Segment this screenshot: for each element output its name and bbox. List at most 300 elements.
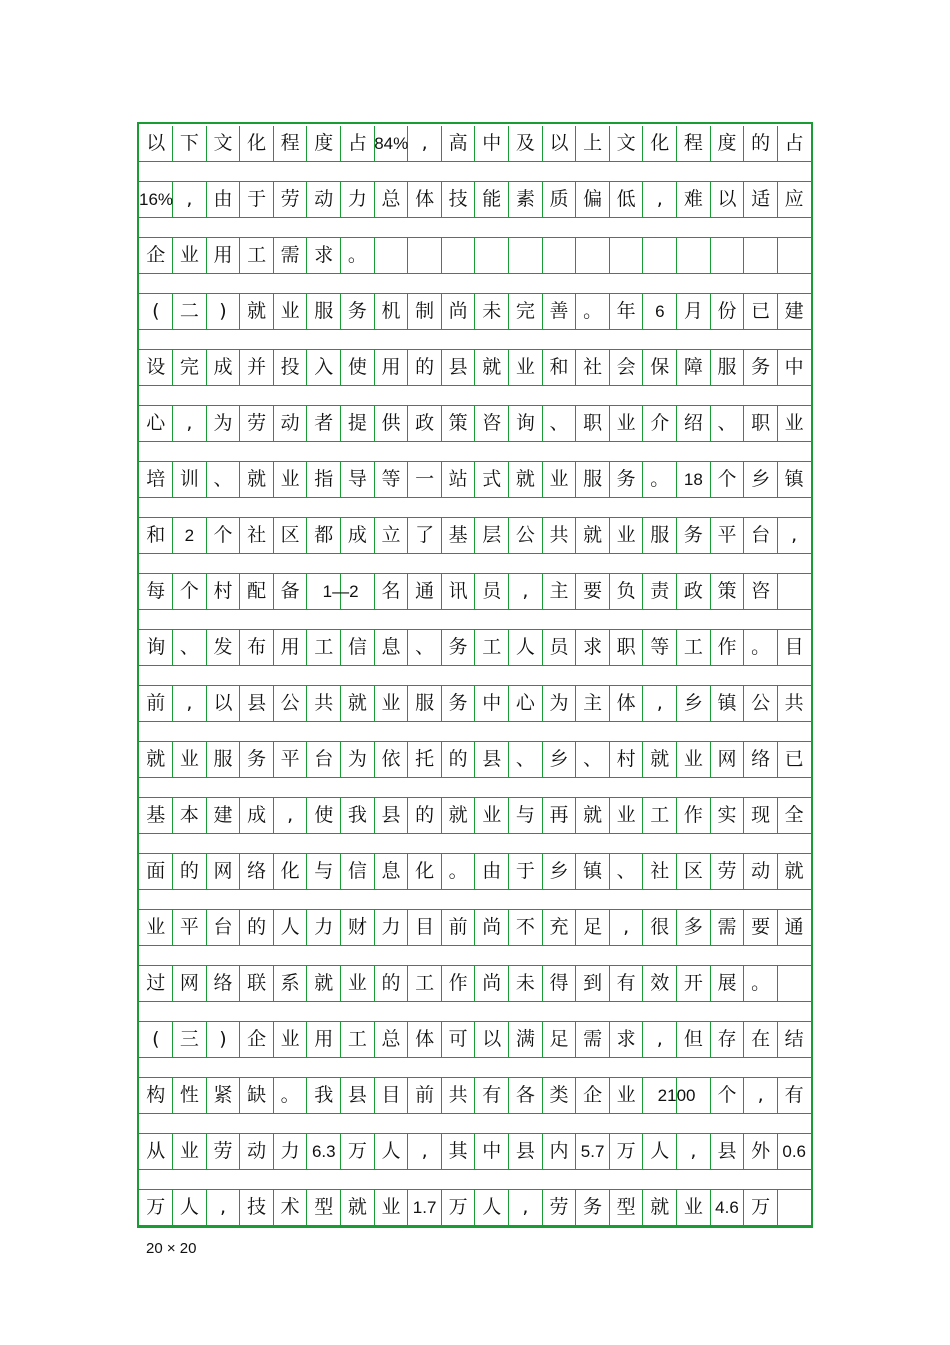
grid-character: , [522,1196,529,1218]
row-spacer [139,722,811,742]
grid-character: 中 [482,1140,502,1162]
grid-character: , [421,1140,428,1162]
grid-character: 及 [515,132,535,154]
row-spacer [139,442,811,462]
grid-character: 动 [314,188,334,210]
grid-character: 使 [347,356,367,378]
grid-character: 但 [683,1028,703,1050]
grid-character: 到 [583,972,603,994]
grid-character: 信 [347,636,367,658]
row-spacer [139,1170,811,1190]
grid-character: 工 [415,972,435,994]
grid-character: 体 [415,188,435,210]
grid-character: 占 [347,132,367,154]
grid-character: 依 [381,748,401,770]
grid-character: 前 [448,916,468,938]
grid-row [139,798,811,834]
grid-character: 就 [146,748,166,770]
grid-character: 体 [616,692,636,714]
grid-character: 务 [247,748,267,770]
grid-character: 个 [717,1084,737,1106]
grid-character: 共 [448,1084,468,1106]
grid-character: 力 [280,1140,300,1162]
grid-character: 由 [213,188,233,210]
grid-character: , [623,916,630,938]
grid-character: 企 [146,244,166,266]
grid-character: 需 [717,916,737,938]
grid-character: 的 [381,972,401,994]
grid-character: 化 [247,132,267,154]
grid-character: 万 [448,1196,468,1218]
grid-character: 技 [247,1196,267,1218]
grid-cell [408,238,442,273]
grid-row [139,574,811,610]
grid-character: 就 [247,468,267,490]
grid-character: 乡 [683,692,703,714]
grid-character: 、 [515,748,535,770]
grid-character: 台 [213,916,233,938]
grid-character: 于 [247,188,267,210]
grid-character: 主 [583,692,603,714]
grid-character: 员 [549,636,569,658]
grid-character: 平 [280,748,300,770]
grid-character: 网 [179,972,199,994]
grid-character: 有 [784,1084,804,1106]
grid-character: 托 [415,748,435,770]
grid-character: 2100 [657,1086,696,1105]
grid-character: 以 [213,692,233,714]
grid-character: 的 [179,860,199,882]
grid-character: 下 [179,132,199,154]
grid-character: 就 [650,748,670,770]
grid-character: 18 [683,470,703,489]
grid-character: 以 [482,1028,502,1050]
grid-character: 二 [179,300,199,322]
grid-character: 乡 [549,748,569,770]
grid-character: 站 [448,468,468,490]
grid-character: 等 [650,636,670,658]
grid-character: 和 [549,356,569,378]
grid-character: 于 [515,860,535,882]
grid-character: 务 [616,468,636,490]
grid-character: 、 [549,412,569,434]
grid-character: 训 [179,468,199,490]
grid-character: 村 [616,748,636,770]
grid-character: 服 [717,356,737,378]
grid-character: 化 [415,860,435,882]
grid-character: 在 [751,1028,771,1050]
grid-character: 1.7 [412,1198,437,1217]
grid-character: 份 [717,300,737,322]
grid-character: 效 [650,972,670,994]
grid-cell [475,238,509,273]
grid-character: 都 [314,524,334,546]
grid-size-label: 20 × 20 [146,1240,197,1257]
grid-character: 立 [381,524,401,546]
grid-character: 服 [650,524,670,546]
grid-character: 5.7 [580,1142,605,1161]
grid-cell [710,238,744,273]
grid-character: 万 [146,1196,166,1218]
grid-cell [777,966,811,1001]
grid-character: 度 [314,132,334,154]
grid-row [139,1134,811,1170]
grid-character: 力 [314,916,334,938]
grid-character: 动 [280,412,300,434]
grid-character: , [656,692,663,714]
grid-character: 作 [448,972,468,994]
grid-character: ) [219,300,227,322]
grid-character: 上 [583,132,603,154]
grid-character: 就 [314,972,334,994]
grid-character: 多 [683,916,703,938]
grid-character: 、 [213,468,233,490]
row-spacer [139,946,811,966]
grid-character: , [219,1196,226,1218]
grid-character: 月 [683,300,703,322]
grid-character: 业 [381,1196,401,1218]
grid-character: 求 [314,244,334,266]
row-spacer [139,218,811,238]
grid-character: 万 [616,1140,636,1162]
grid-character: 业 [616,524,636,546]
grid-character: 业 [179,748,199,770]
grid-character: 业 [616,412,636,434]
row-spacer [139,1114,811,1134]
grid-character: , [757,1084,764,1106]
grid-character: 术 [280,1196,300,1218]
grid-row [139,1078,811,1114]
grid-character: 策 [717,580,737,602]
grid-character: 中 [482,692,502,714]
grid-character: 的 [415,804,435,826]
grid-character: 联 [247,972,267,994]
grid-character: 、 [415,636,435,658]
grid-character: 就 [482,356,502,378]
grid-character: 络 [213,972,233,994]
grid-character: 、 [583,748,603,770]
grid-character: 个 [213,524,233,546]
grid-row [139,630,811,666]
grid-character: 0.6 [782,1142,806,1161]
grid-character: 职 [583,412,603,434]
grid-character: 需 [280,244,300,266]
row-spacer [139,330,811,350]
grid-character: 员 [482,580,502,602]
grid-character: 结 [784,1028,804,1050]
grid-character: 劳 [213,1140,233,1162]
grid-character: 劳 [717,860,737,882]
grid-character: 者 [314,412,334,434]
grid-row [139,406,811,442]
grid-character: 询 [515,412,535,434]
grid-character: 技 [448,188,468,210]
grid-character: 务 [583,1196,603,1218]
row-spacer [139,778,811,798]
grid-character: 主 [549,580,569,602]
grid-character: 业 [381,692,401,714]
grid-character: 型 [616,1196,636,1218]
grid-character: 备 [280,580,300,602]
grid-character: 共 [314,692,334,714]
grid-character: ( [152,300,160,322]
grid-character: 未 [515,972,535,994]
row-spacer [139,386,811,406]
grid-character: 缺 [247,1084,267,1106]
grid-character: 职 [751,412,771,434]
grid-character: 企 [583,1084,603,1106]
grid-character: 障 [683,356,703,378]
grid-character: 6 [655,302,665,321]
row-spacer [139,162,811,182]
row-spacer [139,890,811,910]
grid-character: 成 [347,524,367,546]
grid-character: 人 [280,916,300,938]
grid-character: 工 [347,1028,367,1050]
grid-cell [744,238,778,273]
grid-character: 策 [448,412,468,434]
grid-character: 成 [247,804,267,826]
grid-character: 就 [515,468,535,490]
grid-character: , [522,580,529,602]
grid-character: 就 [347,1196,367,1218]
grid-character: 通 [784,916,804,938]
grid-character: 的 [448,748,468,770]
grid-character: 业 [683,748,703,770]
grid-character: 工 [683,636,703,658]
grid-character: 发 [213,636,233,658]
grid-character: 使 [314,804,334,826]
grid-character: 为 [549,692,569,714]
grid-character: 负 [616,580,636,602]
grid-character: 机 [381,300,401,322]
grid-row [139,686,811,722]
grid-character: 得 [549,972,569,994]
grid-character: 能 [482,188,502,210]
grid-character: 共 [784,692,804,714]
grid-character: 会 [616,356,636,378]
grid-character: 业 [280,300,300,322]
row-spacer [139,610,811,630]
grid-character: 用 [213,244,233,266]
grid-character: 紧 [213,1084,233,1106]
grid-row [139,182,811,218]
grid-character: 目 [784,636,804,658]
grid-character: 业 [784,412,804,434]
grid-cell [542,238,576,273]
grid-character: 化 [280,860,300,882]
grid-row [139,518,811,554]
grid-cell [609,238,643,273]
grid-character: 类 [549,1084,569,1106]
grid-character: 业 [179,244,199,266]
grid-character: 台 [314,748,334,770]
grid-character: 动 [751,860,771,882]
grid-character: 足 [583,916,603,938]
grid-character: 平 [717,524,737,546]
grid-character: 适 [751,188,771,210]
grid-character: , [287,804,294,826]
grid-character: , [186,412,193,434]
grid-character: 乡 [751,468,771,490]
grid-character: 尚 [482,972,502,994]
grid-character: 6.3 [311,1142,336,1161]
grid-character: 台 [751,524,771,546]
grid-character: 用 [381,356,401,378]
row-spacer [139,274,811,294]
grid-row [139,126,811,162]
grid-character: 需 [583,1028,603,1050]
grid-character: 公 [280,692,300,714]
grid-character: 人 [515,636,535,658]
grid-character: 已 [784,748,804,770]
grid-character: 。 [650,468,670,490]
grid-character: 导 [347,468,367,490]
grid-character: 就 [347,692,367,714]
grid-character: , [656,188,663,210]
grid-character: 建 [784,300,804,322]
grid-character: 84% [374,134,409,153]
grid-character: 介 [650,412,670,434]
grid-character: 个 [717,468,737,490]
grid-character: 工 [314,636,334,658]
grid-character: 以 [717,188,737,210]
grid-character: , [421,132,428,154]
grid-character: 系 [280,972,300,994]
grid-character: 就 [784,860,804,882]
grid-character: 共 [549,524,569,546]
row-spacer [139,498,811,518]
row-spacer [139,1002,811,1022]
grid-character: 式 [482,468,502,490]
grid-character: 县 [381,804,401,826]
grid-row [139,350,811,386]
grid-character: 企 [247,1028,267,1050]
grid-character: 绍 [683,412,703,434]
grid-character: 一 [415,468,435,490]
grid-character: 政 [415,412,435,434]
grid-character: 职 [616,636,636,658]
manuscript-grid [137,122,813,1228]
grid-character: 年 [616,300,636,322]
grid-character: 素 [515,188,535,210]
grid-character: 人 [650,1140,670,1162]
grid-character: 。 [448,860,468,882]
grid-character: 存 [717,1028,737,1050]
grid-character: 社 [247,524,267,546]
grid-cell [374,238,408,273]
grid-character: 中 [784,356,804,378]
grid-character: 程 [280,132,300,154]
grid-row [139,854,811,890]
grid-character: 的 [247,916,267,938]
grid-character: 询 [146,636,166,658]
grid-character: 服 [314,300,334,322]
row-spacer [139,666,811,686]
grid-character: 业 [179,1140,199,1162]
grid-character: 务 [683,524,703,546]
grid-cell [777,238,811,273]
grid-character: 咨 [482,412,502,434]
grid-character: 区 [280,524,300,546]
grid-character: 求 [616,1028,636,1050]
grid-character: 前 [415,1084,435,1106]
grid-character: 镇 [583,860,603,882]
grid-character: 并 [247,356,267,378]
grid-character: 平 [179,916,199,938]
grid-character: , [186,692,193,714]
grid-character: 社 [583,356,603,378]
grid-character: 构 [146,1084,166,1106]
grid-character: 就 [583,804,603,826]
grid-character: 充 [549,916,569,938]
grid-character: 文 [213,132,233,154]
grid-character: 应 [784,188,804,210]
grid-character: 要 [751,916,771,938]
grid-character: 务 [751,356,771,378]
grid-character: 县 [482,748,502,770]
grid-character: 的 [751,132,771,154]
grid-character: 三 [179,1028,199,1050]
grid-character: 人 [381,1140,401,1162]
grid-character: 提 [347,412,367,434]
grid-character: 业 [616,804,636,826]
grid-cell [643,238,677,273]
grid-character: 业 [515,356,535,378]
grid-character: 力 [381,916,401,938]
grid-character: 县 [347,1084,367,1106]
grid-character: 总 [381,188,401,210]
grid-character: 目 [415,916,435,938]
grid-row [139,1190,811,1226]
grid-character: 劳 [549,1196,569,1218]
grid-character: 制 [415,300,435,322]
grid-character: 布 [247,636,267,658]
grid-cell [576,238,610,273]
grid-character: 就 [583,524,603,546]
grid-character: 前 [146,692,166,714]
grid-character: 内 [549,1140,569,1162]
grid-row [139,462,811,498]
grid-character: 型 [314,1196,334,1218]
grid-character: 业 [146,916,166,938]
grid-character: 面 [146,860,166,882]
grid-character: 中 [482,132,502,154]
grid-character: 保 [650,356,670,378]
grid-character: 占 [784,132,804,154]
grid-character: 总 [381,1028,401,1050]
grid-row [139,294,811,330]
grid-character: 4.6 [715,1198,739,1217]
grid-character: 与 [314,860,334,882]
grid-character: 基 [448,524,468,546]
grid-character: 其 [448,1140,468,1162]
grid-character: 网 [213,860,233,882]
grid-character: 每 [146,580,166,602]
grid-character: 业 [347,972,367,994]
grid-character: 投 [280,356,300,378]
grid-character: 实 [717,804,737,826]
grid-character: 。 [751,636,771,658]
grid-character: 业 [616,1084,636,1106]
grid-character: 社 [650,860,670,882]
grid-character: 尚 [482,916,502,938]
grid-character: 工 [482,636,502,658]
grid-character: 偏 [583,188,603,210]
grid-row [139,238,811,274]
grid-character: 程 [683,132,703,154]
grid-character: 建 [213,804,233,826]
